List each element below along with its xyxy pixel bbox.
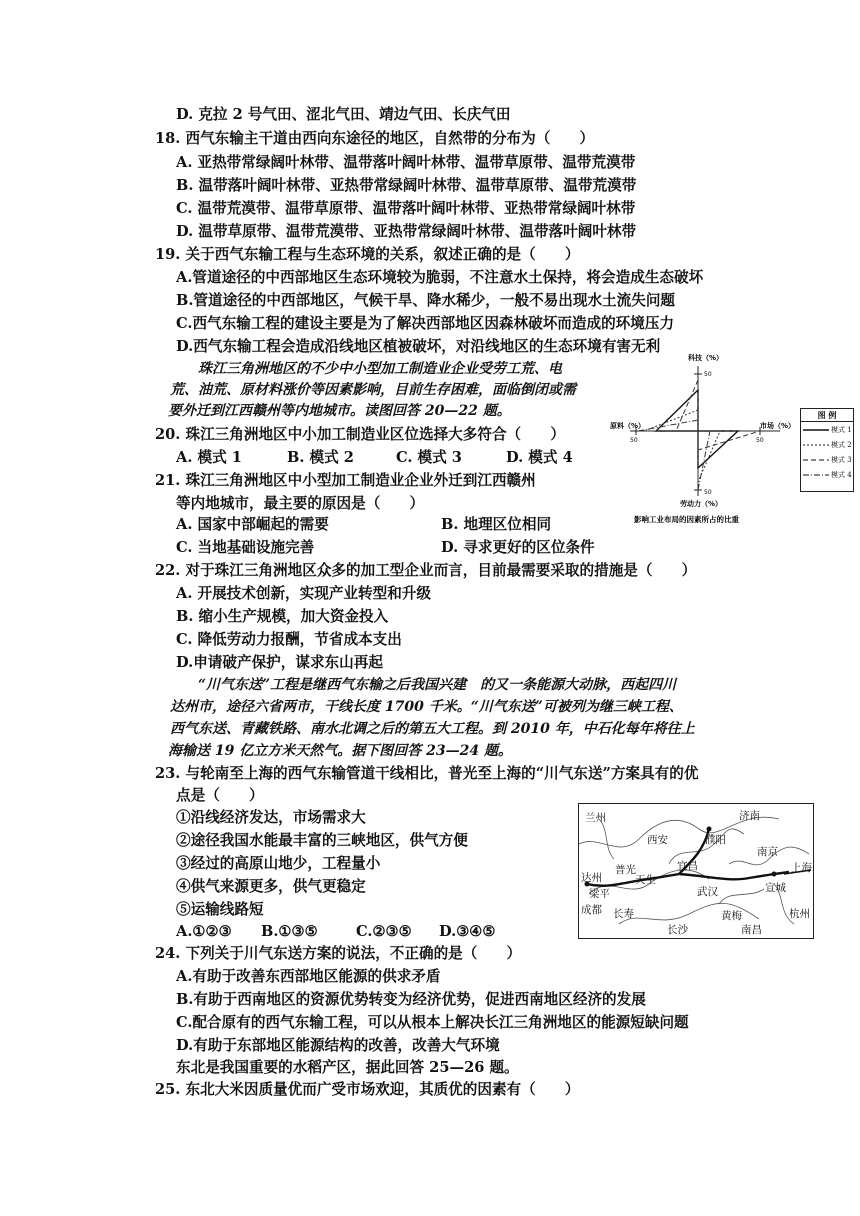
passage2-line4: 海输送 19 亿立方米天然气。据下图回答 23—24 题。 xyxy=(168,743,512,759)
q19-option-c: C.西气东输工程的建设主要是为了解决西部地区因森林破坏而造成的环境压力 xyxy=(176,315,675,332)
q23-option-c: C.②③⑤ xyxy=(356,923,412,940)
mode2-shape xyxy=(644,410,720,482)
q24-option-b: B.有助于西南地区的资源优势转变为经济优势，促进西南地区经济的发展 xyxy=(176,991,646,1008)
q22-option-c: C. 降低劳动力报酬，节省成本支出 xyxy=(176,631,402,648)
q20-option-d: D. 模式 4 xyxy=(506,449,573,466)
q23-option-b: B.①③⑤ xyxy=(261,923,318,940)
q22-option-a: A. 开展技术创新，实现产业转型和升级 xyxy=(176,585,431,602)
passage1-line3: 要外迁到江西赣州等内地城市。读图回答 20—22 题。 xyxy=(168,403,511,419)
q18-stem: 18. 西气东输主干道由西向东途径的地区，自然带的分布为（ ） xyxy=(155,130,595,147)
passage2-line2: 达州市，途径六省两市，干线长度 1700 千米。“川气东送”可被列为继三峡工程、 xyxy=(170,699,683,715)
city-chengdu: 成都 xyxy=(581,904,602,916)
passage2-line1: “川气东送”工程是继西气东输之后我国兴建 的又一条能源大动脉，西起四川 xyxy=(198,677,677,693)
tick-bottom: 50 xyxy=(704,489,712,496)
passage1-line2: 荒、油荒、原材料涨价等因素影响，目前生存困难，面临倒闭或需 xyxy=(170,382,576,398)
city-xian: 西安 xyxy=(647,834,668,846)
q24-option-a: A.有助于改善东西部地区能源的供求矛盾 xyxy=(176,968,441,985)
radar-caption: 影响工业布局的因素所占的比重 xyxy=(634,515,739,524)
city-tiansheng: 天生 xyxy=(635,874,656,886)
mode3-shape xyxy=(676,380,760,450)
q23-stem: 23. 与轮南至上海的西气东输管道干线相比，普光至上海的“川气东送”方案具有的优 xyxy=(155,765,699,782)
q22-option-d: D.申请破产保护，谋求东山再起 xyxy=(176,654,383,671)
q20-option-b: B. 模式 2 xyxy=(287,449,354,466)
q21-option-b: B. 地理区位相同 xyxy=(441,516,552,533)
city-puyang: 濮阳 xyxy=(705,834,726,846)
city-hangzhou: 杭州 xyxy=(789,908,810,920)
city-lanzhou: 兰州 xyxy=(585,812,606,824)
city-nanchang: 南昌 xyxy=(741,924,762,936)
q23-item-3: ③经过的高原山地少，工程量小 xyxy=(176,855,381,872)
q18-option-c: C. 温带荒漠带、温带草原带、温带落叶阔叶林带、亚热带常绿阔叶林带 xyxy=(176,200,636,217)
city-dazhou: 达州 xyxy=(581,872,602,884)
q23-item-5: ⑤运输线路短 xyxy=(176,901,264,918)
q23-item-2: ②途径我国水能最丰富的三峡地区，供气方便 xyxy=(176,832,468,849)
q18-option-d: D. 温带草原带、温带荒漠带、亚热带常绿阔叶林带、温带落叶阔叶林带 xyxy=(176,223,637,240)
q23-stem-cont: 点是（ ） xyxy=(176,787,264,804)
city-changshou: 长寿 xyxy=(613,908,634,920)
axis-top-label: 科技（%） xyxy=(688,354,724,362)
city-wuhan: 武汉 xyxy=(697,886,718,898)
radar-chart xyxy=(610,350,810,532)
radar-legend xyxy=(800,408,854,492)
q21-stem-cont: 等内地城市，最主要的原因是（ ） xyxy=(176,495,425,512)
q21-stem: 21. 珠江三角洲地区中小型加工制造业企业外迁到江西赣州 xyxy=(155,472,536,489)
q19-option-d: D.西气东输工程会造成沿线地区植被破坏，对沿线地区的生态环境有害无利 xyxy=(176,338,661,355)
q21-option-c: C. 当地基础设施完善 xyxy=(176,539,315,556)
q23-item-4: ④供气来源更多，供气更稳定 xyxy=(176,878,366,895)
axis-bottom-label: 劳动力（%） xyxy=(680,500,723,508)
q23-option-d: D.③④⑤ xyxy=(439,923,496,940)
q24-option-c: C.配合原有的西气东输工程，可以从根本上解决长江三角洲地区的能源短缺问题 xyxy=(176,1014,689,1031)
city-huangmei: 黄梅 xyxy=(721,910,742,922)
q19-stem: 19. 关于西气东输工程与生态环境的关系，叙述正确的是（ ） xyxy=(155,246,580,263)
q24-option-d: D.有助于东部地区能源结构的改善，改善大气环境 xyxy=(176,1037,500,1054)
legend-title: 图 例 xyxy=(801,409,853,422)
city-jinan: 济南 xyxy=(739,810,760,822)
q19-option-b: B.管道途径的中西部地区，气候干旱、降水稀少，一般不易出现水土流失问题 xyxy=(176,292,676,309)
mode4-shape xyxy=(638,420,710,490)
tick-right: 50 xyxy=(756,437,764,444)
city-puguang: 普光 xyxy=(615,864,636,876)
q18-option-a: A. 亚热带常绿阔叶林带、温带落叶阔叶林带、温带草原带、温带荒漠带 xyxy=(176,154,636,171)
city-shanghai: 上海 xyxy=(791,862,812,874)
q24-stem: 24. 下列关于川气东送方案的说法，不正确的是（ ） xyxy=(155,945,522,962)
city-liangping: 梁平 xyxy=(589,888,610,900)
q18-option-b: B. 温带落叶阔叶林带、亚热带常绿阔叶林带、温带草原带、温带荒漠带 xyxy=(176,177,637,194)
city-nanjing: 南京 xyxy=(757,846,778,858)
pipeline-map xyxy=(578,803,814,939)
q25-stem: 25. 东北大米因质量优而广受市场欢迎，其质优的因素有（ ） xyxy=(155,1081,580,1098)
passage2-line3: 西气东送、青藏铁路、南水北调之后的第五大工程。到 2010 年，中石化每年将往上 xyxy=(170,721,695,737)
passage3: 东北是我国重要的水稻产区，据此回答 25—26 题。 xyxy=(176,1059,519,1076)
tick-left: 50 xyxy=(630,437,638,444)
q20-option-a: A. 模式 1 xyxy=(176,449,242,466)
q20-stem: 20. 珠江三角洲地区中小加工制造业区位选择大多符合（ ） xyxy=(155,426,565,443)
q21-option-a: A. 国家中部崛起的需要 xyxy=(176,516,329,533)
legend-item-2: 模式 2 xyxy=(831,440,852,449)
legend-item-4: 模式 4 xyxy=(831,470,852,479)
q22-stem: 22. 对于珠江三角洲地区众多的加工型企业而言，目前最需要采取的措施是（ ） xyxy=(155,562,697,579)
q19-option-a: A.管道途径的中西部地区生态环境较为脆弱，不注意水土保持，将会造成生态破坏 xyxy=(176,269,704,286)
q21-option-d: D. 寻求更好的区位条件 xyxy=(441,539,595,556)
q22-option-b: B. 缩小生产规模，加大资金投入 xyxy=(176,608,389,625)
legend-item-1: 模式 1 xyxy=(831,425,852,434)
city-xuancheng: 宣城 xyxy=(765,882,786,894)
city-yichang: 宜昌 xyxy=(677,860,698,872)
q23-item-1: ①沿线经济发达，市场需求大 xyxy=(176,809,366,826)
axis-left-label: 原料（%） xyxy=(610,422,646,430)
tick-top: 50 xyxy=(704,371,712,378)
q17-option-d: D. 克拉 2 号气田、涩北气田、靖边气田、长庆气田 xyxy=(176,106,511,123)
q23-option-a: A.①②③ xyxy=(176,923,232,940)
mode1-shape xyxy=(656,390,738,468)
passage1-line1: 珠江三角洲地区的不少中小型加工制造业企业受劳工荒、电 xyxy=(198,361,562,377)
axis-right-label: 市场（%） xyxy=(760,422,796,430)
q20-option-c: C. 模式 3 xyxy=(396,449,462,466)
legend-item-3: 模式 3 xyxy=(831,455,852,464)
city-changsha: 长沙 xyxy=(667,924,688,936)
